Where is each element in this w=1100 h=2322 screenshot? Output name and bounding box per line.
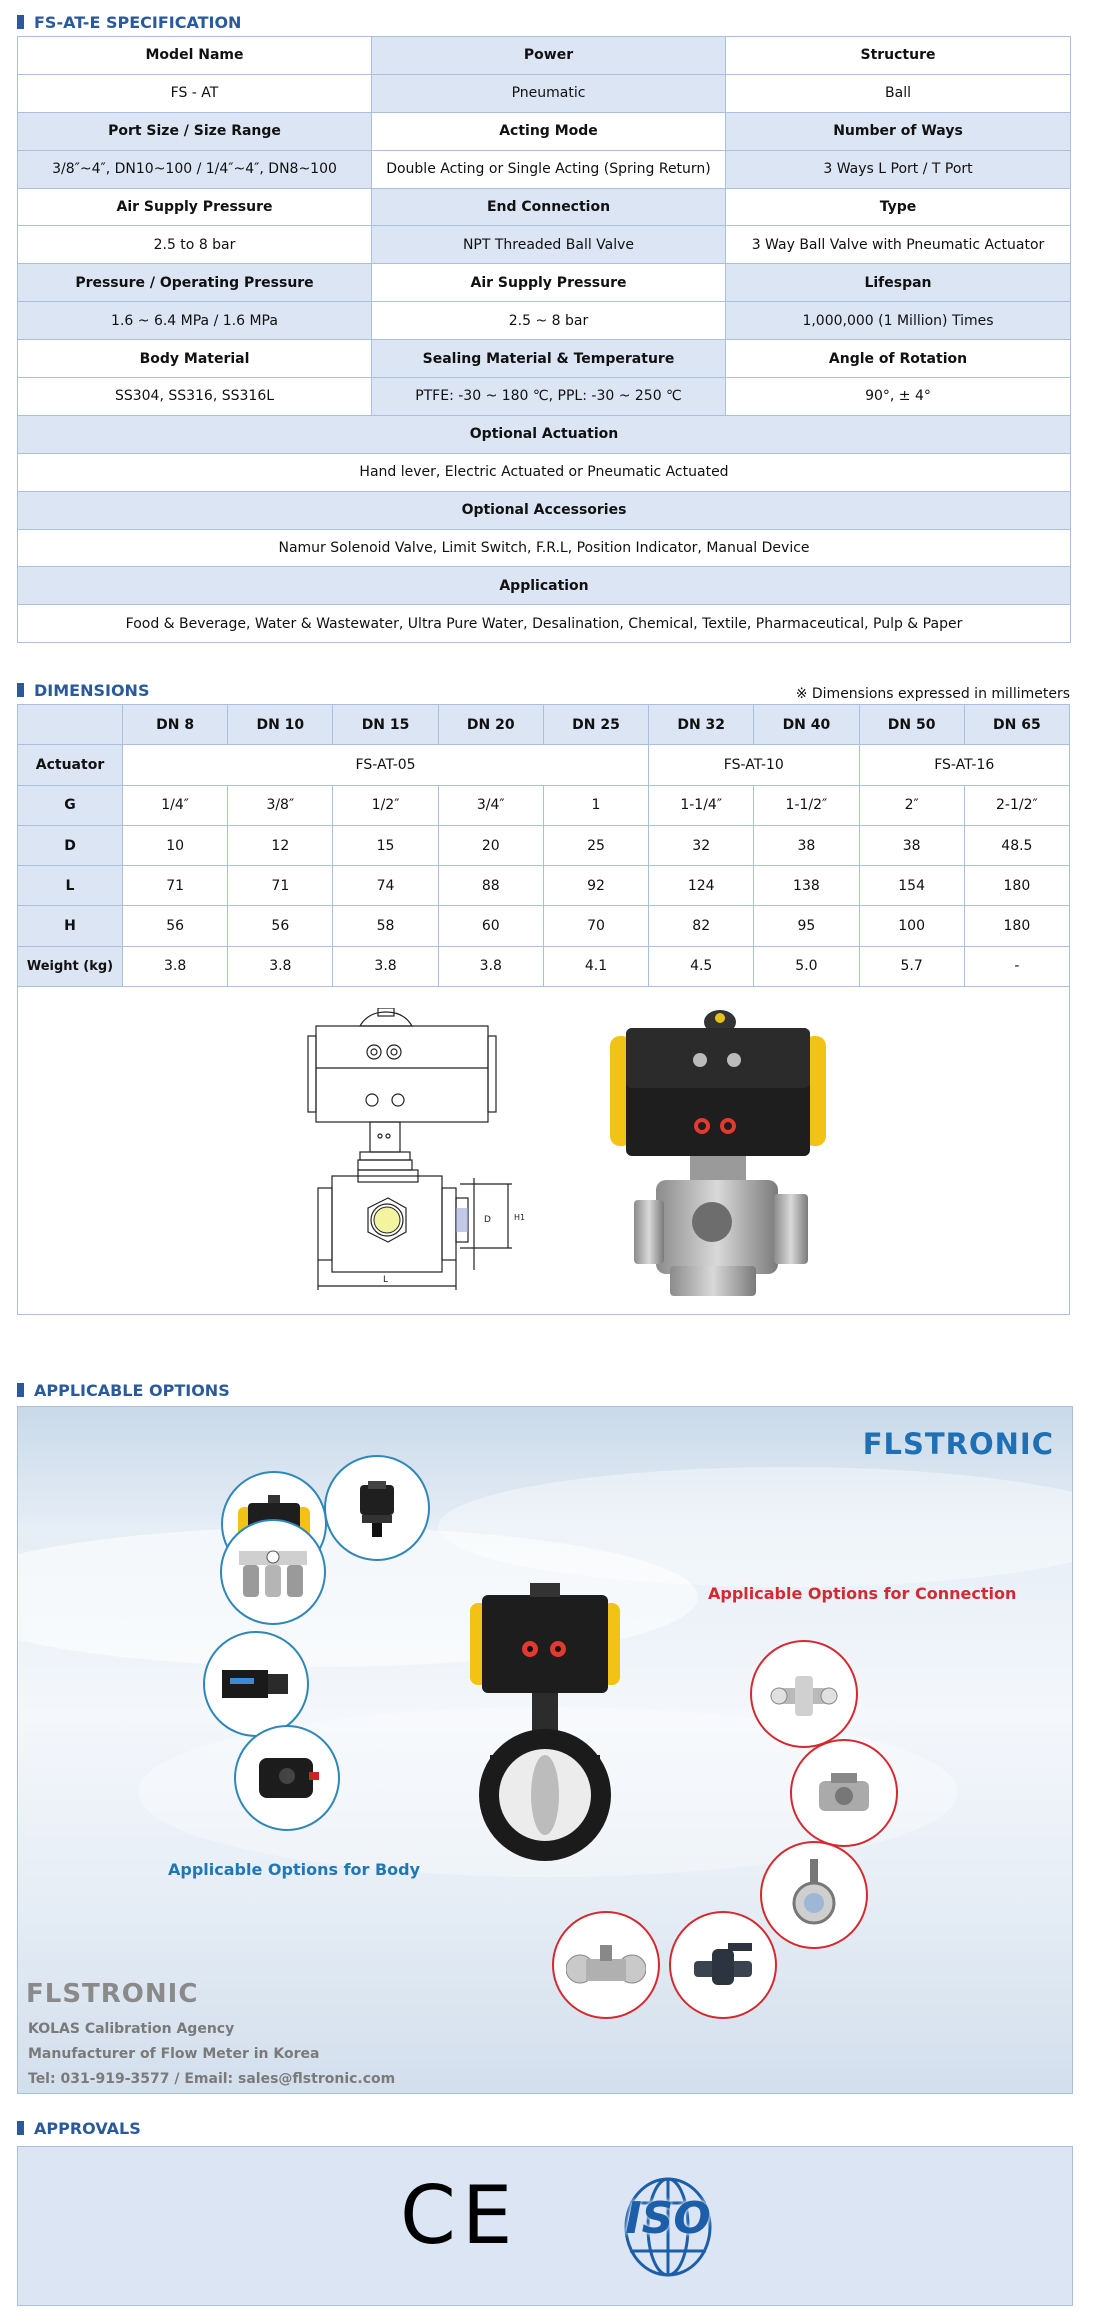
- table-row: [18, 529, 1071, 567]
- options-section-title: APPLICABLE OPTIONS: [17, 1380, 230, 1400]
- limit-switch-option: [324, 1455, 430, 1561]
- table-row: [18, 785, 1070, 825]
- wafer-valve-option: [760, 1841, 868, 1949]
- dim-cell: 82: [649, 906, 754, 946]
- row-label: Actuator: [18, 745, 123, 785]
- spec-value: FS - AT: [18, 74, 372, 112]
- pvc-valve-option: [669, 1911, 777, 2019]
- solenoid-valve-icon: [218, 1654, 294, 1714]
- dim-cell: 15: [333, 825, 438, 865]
- dimension-figure-box: [17, 986, 1070, 1315]
- pvc-valve-icon: [688, 1935, 758, 1995]
- section-marker: [17, 2121, 24, 2135]
- spec-value: Pneumatic: [372, 74, 726, 112]
- dim-cell: 3.8: [228, 946, 333, 986]
- dim-cell: 48.5: [964, 825, 1069, 865]
- table-row: [18, 188, 1071, 226]
- solenoid-valve-option: [203, 1631, 309, 1737]
- dim-cell: 2″: [859, 785, 964, 825]
- table-row: [18, 226, 1071, 264]
- spec-value: 3 Way Ball Valve with Pneumatic Actuator: [726, 226, 1071, 264]
- dim-cell: 1: [543, 785, 648, 825]
- approvals-box: [17, 2146, 1073, 2306]
- dim-cell: 38: [859, 825, 964, 865]
- spec-value-wide: Namur Solenoid Valve, Limit Switch, F.R.L, Position Indicator, Manual Device: [18, 529, 1071, 567]
- spec-value: Ball: [726, 74, 1071, 112]
- sanitary-3way-option: [750, 1640, 858, 1748]
- size-header: DN 15: [333, 705, 438, 745]
- table-row: [18, 302, 1071, 340]
- dim-cell: 3/4″: [438, 785, 543, 825]
- row-label: Weight (kg): [18, 946, 123, 986]
- dim-cell: 3.8: [123, 946, 228, 986]
- section-marker: [17, 1383, 24, 1397]
- iso-mark: ISO: [625, 2193, 711, 2244]
- ball-valve-icon: [809, 1763, 879, 1823]
- spec-value: 1.6 ~ 6.4 MPa / 1.6 MPa: [18, 302, 372, 340]
- dimensions-note: ※ Dimensions expressed in millimeters: [795, 686, 1070, 702]
- dim-cell: 12: [228, 825, 333, 865]
- spec-value: 3/8″~4″, DN10~100 / 1/4″~4″, DN8~100: [18, 150, 372, 188]
- frl-option: [220, 1519, 326, 1625]
- spec-header: Port Size / Size Range: [18, 112, 372, 150]
- flanged-valve-icon: [566, 1935, 646, 1995]
- spec-section-title: FS-AT-E SPECIFICATION: [17, 12, 241, 32]
- dim-cell: 1-1/2″: [754, 785, 859, 825]
- table-row: [18, 567, 1071, 605]
- options-banner: [17, 1406, 1073, 2094]
- body-options-label: Applicable Options for Body: [168, 1860, 421, 1879]
- dim-cell: 4.1: [543, 946, 648, 986]
- table-row: [18, 453, 1071, 491]
- spec-value: 1,000,000 (1 Million) Times: [726, 302, 1071, 340]
- table-row: [18, 340, 1071, 378]
- company-info-line: KOLAS Calibration Agency: [28, 2021, 235, 2037]
- spec-header: Model Name: [18, 37, 372, 75]
- actuator-cell: FS-AT-05: [123, 745, 649, 785]
- section-marker: [17, 15, 24, 29]
- dim-cell: 180: [964, 866, 1069, 906]
- positioner-icon: [249, 1746, 325, 1810]
- butterfly-valve-image: [470, 1583, 620, 1873]
- drawing-label-h: H1: [514, 1213, 526, 1222]
- dim-cell: 4.5: [649, 946, 754, 986]
- spec-value: NPT Threaded Ball Valve: [372, 226, 726, 264]
- row-label: H: [18, 906, 123, 946]
- company-info-line: Manufacturer of Flow Meter in Korea: [28, 2046, 320, 2062]
- size-header: DN 50: [859, 705, 964, 745]
- dim-cell: 92: [543, 866, 648, 906]
- spec-header-wide: Optional Accessories: [18, 491, 1071, 529]
- frl-unit-icon: [233, 1537, 313, 1607]
- footer-brand-logo: FLSTRONIC: [26, 1979, 199, 2009]
- dim-cell: 3.8: [333, 946, 438, 986]
- brand-logo: FLSTRONIC: [862, 1427, 1054, 1461]
- dim-cell: 71: [123, 866, 228, 906]
- spec-header: Type: [726, 188, 1071, 226]
- dim-cell: 38: [754, 825, 859, 865]
- table-row: [18, 112, 1071, 150]
- table-row: [18, 37, 1071, 75]
- table-row: [18, 378, 1071, 416]
- spec-value-wide: Hand lever, Electric Actuated or Pneumatic Actuated: [18, 453, 1071, 491]
- size-header: DN 65: [964, 705, 1069, 745]
- dim-cell: 1/2″: [333, 785, 438, 825]
- row-label: D: [18, 825, 123, 865]
- dim-cell: 1/4″: [123, 785, 228, 825]
- spec-value: 3 Ways L Port / T Port: [726, 150, 1071, 188]
- table-row: [18, 906, 1070, 946]
- dim-cell: 32: [649, 825, 754, 865]
- spec-header: Air Supply Pressure: [372, 264, 726, 302]
- spec-header: Number of Ways: [726, 112, 1071, 150]
- corner-cell: [18, 705, 123, 745]
- dim-cell: 5.7: [859, 946, 964, 986]
- spec-value: PTFE: -30 ~ 180 ℃, PPL: -30 ~ 250 ℃: [372, 378, 726, 416]
- dim-cell: 1-1/4″: [649, 785, 754, 825]
- wafer-valve-icon: [784, 1855, 844, 1935]
- table-row: [18, 946, 1070, 986]
- spec-header: Acting Mode: [372, 112, 726, 150]
- size-header: DN 8: [123, 705, 228, 745]
- dimensions-table: [17, 704, 1070, 987]
- dim-cell: 20: [438, 825, 543, 865]
- table-row: [18, 866, 1070, 906]
- spec-header: Structure: [726, 37, 1071, 75]
- size-header: DN 32: [649, 705, 754, 745]
- dim-cell: 124: [649, 866, 754, 906]
- section-marker: [17, 683, 24, 697]
- table-row: [18, 491, 1071, 529]
- dim-cell: 10: [123, 825, 228, 865]
- table-row: [18, 825, 1070, 865]
- valve-line-drawing: [288, 1008, 528, 1298]
- size-header: DN 10: [228, 705, 333, 745]
- dim-cell: -: [964, 946, 1069, 986]
- connection-options-label: Applicable Options for Connection: [708, 1584, 1017, 1603]
- table-row: [18, 745, 1070, 785]
- spec-header: Air Supply Pressure: [18, 188, 372, 226]
- dim-cell: 56: [228, 906, 333, 946]
- positioner-option: [234, 1725, 340, 1831]
- actuator-cell: FS-AT-16: [859, 745, 1069, 785]
- drawing-label-d: D: [484, 1215, 491, 1225]
- row-label: G: [18, 785, 123, 825]
- dim-cell: 25: [543, 825, 648, 865]
- dim-cell: 88: [438, 866, 543, 906]
- company-info-line: Tel: 031-919-3577 / Email: sales@flstronic.com: [28, 2071, 396, 2087]
- dim-cell: 60: [438, 906, 543, 946]
- size-header: DN 25: [543, 705, 648, 745]
- table-row: [18, 705, 1070, 745]
- dim-cell: 71: [228, 866, 333, 906]
- approvals-section-title: APPROVALS: [17, 2118, 141, 2138]
- spec-header: Sealing Material & Temperature: [372, 340, 726, 378]
- spec-value: SS304, SS316, SS316L: [18, 378, 372, 416]
- spec-header-wide: Optional Actuation: [18, 415, 1071, 453]
- dim-cell: 74: [333, 866, 438, 906]
- dimensions-section-title: DIMENSIONS: [17, 680, 149, 700]
- table-row: [18, 264, 1071, 302]
- valve-product-photo: [608, 1004, 828, 1304]
- spec-table: [17, 36, 1071, 643]
- sanitary-valve-icon: [769, 1664, 839, 1724]
- spec-header: Power: [372, 37, 726, 75]
- spec-header: Body Material: [18, 340, 372, 378]
- spec-header: Pressure / Operating Pressure: [18, 264, 372, 302]
- drawing-label-l: L: [383, 1275, 389, 1285]
- dim-cell: 56: [123, 906, 228, 946]
- 3pc-ball-valve-option: [790, 1739, 898, 1847]
- dim-cell: 3/8″: [228, 785, 333, 825]
- ce-mark: CE: [400, 2169, 519, 2262]
- company-info: [28, 2017, 395, 2092]
- table-row: [18, 74, 1071, 112]
- actuator-cell: FS-AT-10: [649, 745, 859, 785]
- size-header: DN 40: [754, 705, 859, 745]
- dim-cell: 3.8: [438, 946, 543, 986]
- spec-value: 90°, ± 4°: [726, 378, 1071, 416]
- table-row: [18, 415, 1071, 453]
- dim-cell: 58: [333, 906, 438, 946]
- dim-cell: 154: [859, 866, 964, 906]
- dim-cell: 180: [964, 906, 1069, 946]
- dim-cell: 100: [859, 906, 964, 946]
- limit-switch-icon: [342, 1473, 412, 1543]
- dim-cell: 70: [543, 906, 648, 946]
- size-header: DN 20: [438, 705, 543, 745]
- spec-header: Lifespan: [726, 264, 1071, 302]
- spec-header: End Connection: [372, 188, 726, 226]
- table-row: [18, 605, 1071, 643]
- flanged-valve-option: [552, 1911, 660, 2019]
- dim-cell: 138: [754, 866, 859, 906]
- table-row: [18, 150, 1071, 188]
- spec-value: 2.5 ~ 8 bar: [372, 302, 726, 340]
- spec-value: Double Acting or Single Acting (Spring Return): [372, 150, 726, 188]
- dim-cell: 95: [754, 906, 859, 946]
- spec-header: Angle of Rotation: [726, 340, 1071, 378]
- dim-cell: 2-1/2″: [964, 785, 1069, 825]
- dim-cell: 5.0: [754, 946, 859, 986]
- spec-value-wide: Food & Beverage, Water & Wastewater, Ultra Pure Water, Desalination, Chemical, Textile, Pharmaceutical, Pulp & Paper: [18, 605, 1071, 643]
- spec-header-wide: Application: [18, 567, 1071, 605]
- row-label: L: [18, 866, 123, 906]
- spec-value: 2.5 to 8 bar: [18, 226, 372, 264]
